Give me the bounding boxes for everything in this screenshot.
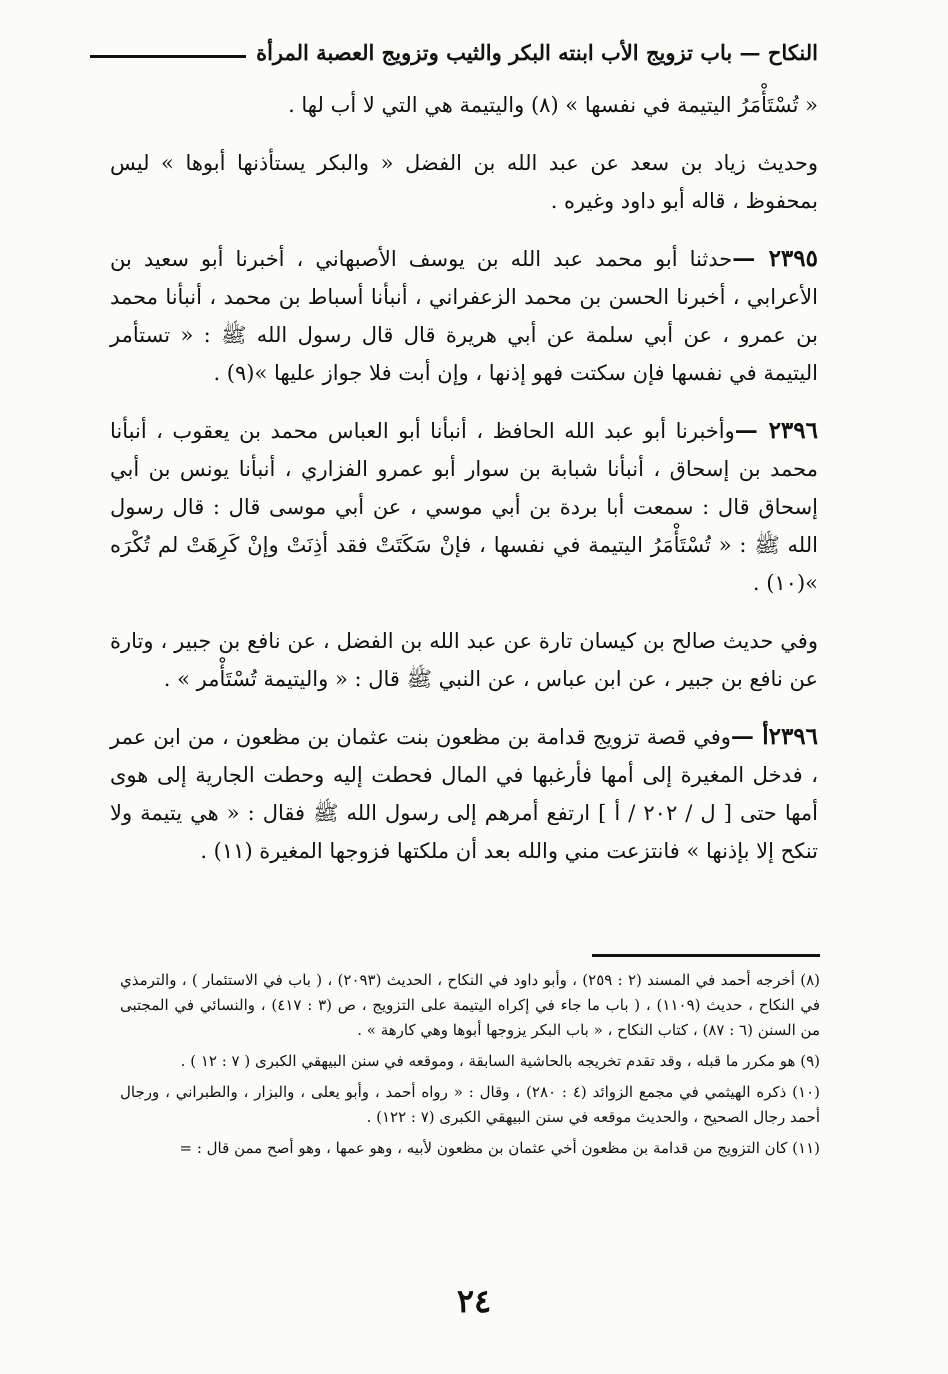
paragraph-text: حدثنا أبو محمد عبد الله بن يوسف الأصبهاني ، أخبرنا أبو سعيد بن الأعرابي ، أخبرنا الحسن بن محمد الزعفراني ، أنبأنا أسباط بن محمد ، أنبأنا محمد بن عمرو ، عن أبي سلمة عن أبي هريرة قال قال رسول الله ﷺ : « تستأمر اليتيمة في نفسها فإن سكتت فهو إذنها ، وإن أبت فلا جواز عليها »(٩) .	[110, 247, 818, 385]
paragraph	[110, 240, 818, 392]
paragraph	[110, 144, 818, 220]
paragraph-text: وحديث زياد بن سعد عن عبد الله بن الفضل « والبكر يستأذنها أبوها » ليس بمحفوظ ، قاله أبو داود وغيره .	[110, 151, 818, 213]
header-title: النكاح — باب تزويج الأب ابنته البكر والثيب وتزويج العصبة المرأة	[256, 40, 818, 65]
footnote-separator	[592, 954, 820, 957]
header-rule	[90, 55, 246, 58]
hadith-number: ٢٣٩٦أ —	[730, 723, 819, 750]
footnotes	[120, 968, 820, 1167]
paragraph	[110, 622, 818, 698]
footnote: (١٠) ذكره الهيثمي في مجمع الزوائد (٤ : ٢٨٠) ، وقال : « رواه أحمد ، وأبو يعلى ، والبزار ، والطبراني ، ورجال أحمد رجال الصحيح ، والحديث موقعه في سنن البيهقي الكبرى (٧ : ١٢٢) .	[120, 1083, 820, 1126]
footnote: (١١) كان التزويج من قدامة بن مظعون أخي عثمان بن مظعون لأبيه ، وهو عمها ، وهو أصح ممن قال : =	[179, 1139, 820, 1157]
paragraph-text: وفي حديث صالح بن كيسان تارة عن عبد الله بن الفضل ، عن نافع بن جبير ، وتارة عن نافع بن جبير ، عن ابن عباس ، عن النبي ﷺ قال : « واليتيمة تُسْتَأْمر » .	[110, 629, 818, 691]
paragraph	[110, 86, 818, 124]
hadith-number: ٢٣٩٥ —	[732, 245, 818, 272]
paragraph	[110, 412, 818, 602]
main-text	[110, 86, 818, 890]
paragraph	[110, 718, 818, 870]
paragraph-text: وأخبرنا أبو عبد الله الحافظ ، أنبأنا أبو العباس محمد بن يعقوب ، أنبأنا محمد بن إسحاق ، أنبأنا شبابة بن سوار أبو عمرو الفزاري ، أنبأنا يونس بن أبي إسحاق قال : سمعت أبا بردة بن أبي موسي ، عن أبي موسى قال : قال رسول الله ﷺ : « تُسْتَأْمَرُ اليتيمة في نفسها ، فإنْ سَكَتَتْ فقد أذِنَتْ وإنْ كَرِهَتْ لم تُكْرَه »(١٠) .	[110, 419, 818, 595]
page-number: ٢٤	[456, 1282, 492, 1320]
hadith-number: ٢٣٩٦ —	[734, 417, 818, 444]
footnote: (٩) هو مكرر ما قبله ، وقد تقدم تخريجه بالحاشية السابقة ، وموقعه في سنن البيهقي الكبرى ( ٧ : ١٢ ) .	[180, 1052, 820, 1070]
footnote: (٨) أخرجه أحمد في المسند (٢ : ٢٥٩) ، وأبو داود في النكاح ، الحديث (٢٠٩٣) ، ( باب في الاستئمار ) ، والترمذي في النكاح ، حديث (١١٠٩) ، ( باب ما جاء في إكراه اليتيمة على التزويج ، ص (٣ : ٤١٧) ، والنسائي في المجتبى من السنن (٦ : ٨٧) ، كتاب النكاح ، « باب البكر يزوجها أبوها وهي كارهة » .	[120, 971, 820, 1039]
running-header	[90, 40, 818, 65]
paragraph-text: وفي قصة تزويج قدامة بن مظعون بنت عثمان بن مظعون ، من ابن عمر ، فدخل المغيرة إلى أمها فأرغبها في المال فحطت إليه وحطت الجارية إلى هوى أمها حتى [ ل / ٢٠٢ / أ ] ارتفع أمرهم إلى رسول الله ﷺ فقال : « هي يتيمة ولا تنكح إلا بإذنها » فانتزعت مني والله بعد أن ملكتها فزوجها المغيرة (١١) .	[110, 725, 818, 863]
paragraph-text: « تُسْتَأْمَرُ اليتيمة في نفسها » (٨) واليتيمة هي التي لا أب لها .	[288, 93, 818, 117]
